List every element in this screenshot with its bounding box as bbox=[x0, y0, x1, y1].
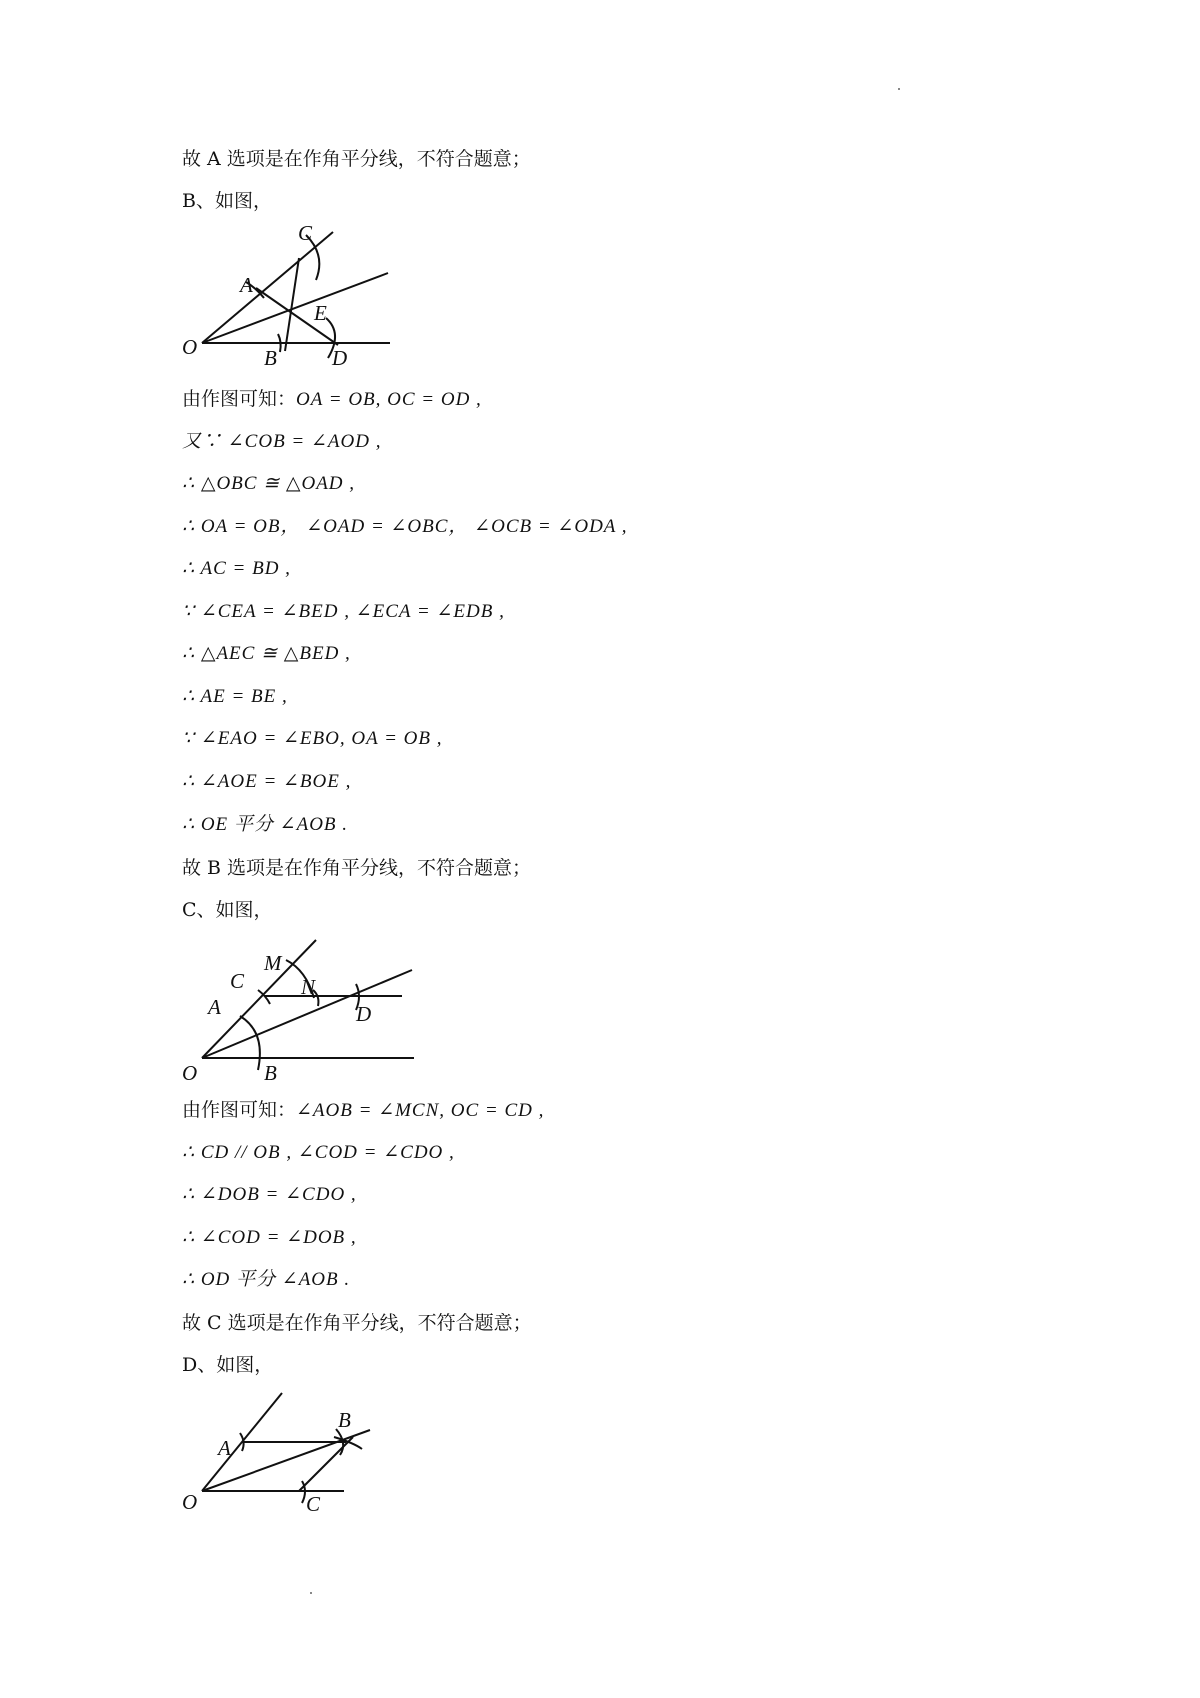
text-line: ∴ AC = BD , bbox=[182, 558, 291, 579]
text-line: 又∵ ∠COB = ∠AOD , bbox=[182, 431, 382, 452]
text-line: 故 A 选项是在作角平分线，不符合题意； bbox=[182, 148, 531, 170]
text-line: 故 B 选项是在作角平分线，不符合题意； bbox=[182, 857, 532, 879]
label-a: A bbox=[208, 995, 221, 1019]
text-line: C、如图， bbox=[182, 899, 273, 921]
figure-c bbox=[178, 930, 428, 1094]
math-text: OA = OB, OC = OD , bbox=[296, 389, 482, 410]
label-o: O bbox=[182, 1490, 198, 1514]
ray-oc bbox=[202, 232, 333, 343]
text-line: B、如图， bbox=[182, 190, 272, 212]
label-n: N bbox=[301, 975, 316, 999]
text-prefix: 由作图可知： bbox=[182, 1099, 297, 1121]
label-c: C bbox=[306, 1492, 321, 1516]
label-m: M bbox=[264, 951, 282, 975]
text-line: ∴ △AEC ≅ △BED , bbox=[182, 643, 351, 664]
label-b: B bbox=[338, 1408, 351, 1432]
text-line: ∴ ∠AOE = ∠BOE , bbox=[182, 771, 352, 792]
label-o: O bbox=[182, 1061, 198, 1085]
text-line: D、如图， bbox=[182, 1354, 274, 1376]
text-line: ∴ CD // OB , ∠COD = ∠CDO , bbox=[182, 1142, 455, 1163]
label-a: A bbox=[240, 273, 253, 297]
text-line: ∴ OD 平分 ∠AOB . bbox=[182, 1269, 351, 1290]
text-line bbox=[182, 386, 482, 413]
figure-c-svg bbox=[178, 930, 428, 1090]
figure-d-svg bbox=[178, 1385, 388, 1525]
arc-ab bbox=[240, 1016, 260, 1070]
text-line: ∵ ∠EAO = ∠EBO, OA = OB , bbox=[182, 728, 443, 749]
text-line: ∵ ∠CEA = ∠BED , ∠ECA = ∠EDB , bbox=[182, 601, 505, 622]
label-e: E bbox=[314, 301, 327, 325]
label-a: A bbox=[218, 1436, 231, 1460]
text-line: ∴ OA = OB， ∠OAD = ∠OBC， ∠OCB = ∠ODA , bbox=[182, 516, 628, 537]
text-line: ∴ △OBC ≅ △OAD , bbox=[182, 473, 356, 494]
label-d: D bbox=[356, 1002, 372, 1026]
label-d: D bbox=[332, 346, 348, 370]
scan-dot bbox=[310, 1592, 312, 1594]
text-line: 故 C 选项是在作角平分线，不符合题意； bbox=[182, 1312, 532, 1334]
label-c: C bbox=[230, 969, 245, 993]
text-prefix: 由作图可知： bbox=[182, 388, 297, 410]
figure-b bbox=[178, 220, 418, 384]
label-o: O bbox=[182, 335, 198, 359]
text-line: ∴ AE = BE , bbox=[182, 686, 288, 707]
text-line bbox=[182, 1097, 544, 1124]
figure-d bbox=[178, 1385, 388, 1529]
text-line: ∴ ∠COD = ∠DOB , bbox=[182, 1227, 357, 1248]
figure-b-svg bbox=[178, 220, 418, 380]
label-b: B bbox=[264, 1061, 277, 1085]
text-line: ∴ OE 平分 ∠AOB . bbox=[182, 814, 349, 835]
label-b: B bbox=[264, 346, 277, 370]
text-line: ∴ ∠DOB = ∠CDO , bbox=[182, 1184, 357, 1205]
math-text: ∠AOB = ∠MCN, OC = CD , bbox=[296, 1100, 545, 1121]
scan-dot bbox=[898, 88, 900, 90]
label-c: C bbox=[298, 221, 313, 245]
